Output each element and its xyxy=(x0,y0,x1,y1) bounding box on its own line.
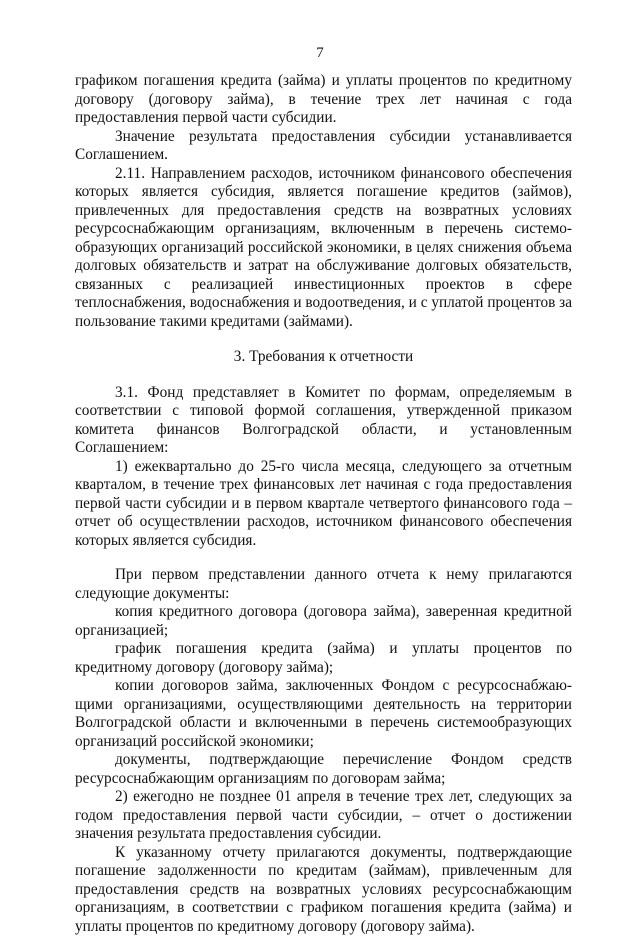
paragraph-item-1: 1) ежеквартально до 25-го числа месяца, следующего за отчетным кварталом, в течение трех финансовых лет начиная с года предоставления первой части субсидии и в первом квартале четвертого финансового года – отчет об осуществлении расходов, источником финансового обеспечения которых является субсидия. xyxy=(75,458,572,551)
paragraph-attachments-intro: При первом представлении данного отчета к нему прилагаются следующие документы: xyxy=(75,566,572,603)
paragraph-2: Значение результата предоставления субсидии устанавливается Соглашением. xyxy=(75,128,572,165)
paragraph-final: К указанному отчету прилагаются документы, подтверждающие погашение задолженности по кредитам (займам), привлеченным для предоставления средств на возвратных условиях ресурсоснабжающим организациям, в соответствии с графиком погашения кредита (займа) и уплаты процентов по кредитному договору (договору займа). xyxy=(75,844,572,936)
paragraph-3-1: 3.1. Фонд представляет в Комитет по формам, определяемым в соответствии с типовой формой соглашения, утвержденной приказом комитета финансов Волгоградской области, и установленным Соглашением: xyxy=(75,384,572,458)
document-body xyxy=(75,72,572,936)
paragraph-attachment-loan-copy: копия кредитного договора (договора займа), заверенная кредитной организацией; xyxy=(75,603,572,640)
paragraph-attachment-transfers: документы, подтверждающие перечисление Фондом средств ресурсоснабжающим организациям по договорам займа; xyxy=(75,751,572,788)
paragraph-2-11: 2.11. Направлением расходов, источником финансового обеспечения которых является субсидия, является погашение кредитов (займов), привлеченных для предоставления средств на возвратных условиях ресурсоснабжающим организациям, включенным в перечень системо-образующих организаций российской экономики, в целях снижения объема долговых обязательств и затрат на обслуживание долговых обязательств, связанных с реализацией инвестиционных проектов в сфере теплоснабжения, водоснабжения и водоотведения, и с уплатой процентов за пользование такими кредитами (займами). xyxy=(75,165,572,332)
paragraph-1: графиком погашения кредита (займа) и уплаты процентов по кредитному договору (договору займа), в течение трех лет начиная с года предоставления первой части субсидии. xyxy=(75,72,572,128)
paragraph-item-2: 2) ежегодно не позднее 01 апреля в течение трех лет, следующих за годом предоставления первой части субсидии, – отчет о достижении значения результата предоставления субсидии. xyxy=(75,788,572,844)
section-heading: 3. Требования к отчетности xyxy=(75,348,572,367)
paragraph-attachment-schedule: график погашения кредита (займа) и уплаты процентов по кредитному договору (договору займа); xyxy=(75,640,572,677)
page-number: 7 xyxy=(0,44,640,63)
paragraph-attachment-contracts: копии договоров займа, заключенных Фондом с ресурсоснабжаю-щими организациями, осуществляющими деятельность на территории Волгоградской области и включенными в перечень системообразующих организаций российской экономики; xyxy=(75,677,572,751)
